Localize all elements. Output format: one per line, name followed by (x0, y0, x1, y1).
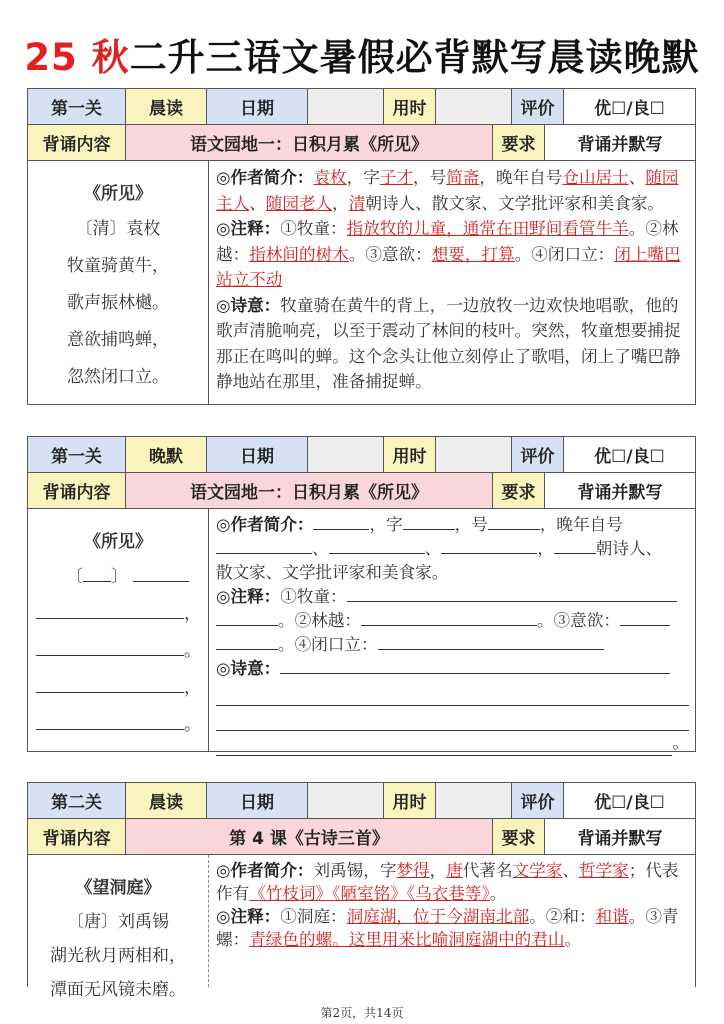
recite-label: 背诵内容 (28, 819, 126, 854)
time-field[interactable] (436, 89, 512, 124)
session-label: 晨读 (126, 783, 207, 818)
text: 、 (249, 193, 266, 213)
text: 朝诗人、散文家、文学批评家和美食家。 (365, 193, 665, 213)
level-label: 第一关 (28, 437, 126, 472)
poem-panel (28, 855, 209, 1000)
card-body (28, 161, 695, 404)
meaning-last-line (216, 731, 689, 756)
poem-line-blank (36, 707, 208, 744)
text: 。 (489, 884, 507, 903)
date-label: 日期 (207, 783, 308, 818)
text: 。②林越： (216, 219, 679, 264)
blank-line[interactable] (378, 633, 604, 650)
text: ，晚年自号 (539, 515, 623, 534)
blank-line[interactable] (216, 609, 278, 626)
text: ， (332, 193, 349, 213)
text: 。③意欲： (348, 244, 432, 264)
blank-line[interactable] (313, 513, 369, 530)
answer-text: 清 (348, 193, 366, 213)
recite-content: 语文园地一：日积月累《所见》 (126, 125, 493, 160)
title-prefix: 25 秋 (24, 36, 130, 79)
page-title (0, 30, 724, 86)
text: 。 (564, 930, 582, 949)
text: 。②和： (529, 907, 596, 926)
poem-line: 歌声振林樾。 (67, 293, 169, 313)
rating-options[interactable]: 优☐/良☐ (564, 783, 695, 818)
text: ， (429, 861, 447, 880)
answer-text: 洞庭湖，位于今湖南北部 (346, 907, 530, 926)
answer-text: 《陋室铭》 (332, 884, 407, 903)
author-label: ◎作者简介： (216, 861, 314, 880)
require-label: 要求 (493, 819, 545, 854)
poem-meaning (216, 657, 689, 681)
blank-line[interactable] (216, 731, 672, 756)
answer-text: 和谐 (595, 907, 629, 926)
poem-line-blank (36, 670, 208, 707)
recite-label: 背诵内容 (28, 125, 126, 160)
blank-line[interactable] (488, 513, 540, 530)
poem-author-blank (36, 559, 208, 596)
meaning-text: 牧童骑在黄牛的背上，一边放牧一边欢快地唱歌，他的歌声清脆响亮，以至于震动了林间的枝叶。突然，牧童想要捕捉那正在鸣叫的蝉。这个念头让他立刻停止了歌唱，闭上了嘴巴静静地站在那里，准备捕捉蝉。 (216, 295, 681, 391)
text: ；代表作有 (216, 861, 679, 903)
time-label: 用时 (384, 783, 436, 818)
annotations-line2 (216, 609, 689, 633)
text: 、 (628, 168, 646, 187)
blank-line[interactable] (280, 657, 670, 674)
poem-line: 潭面无风镜未磨。 (50, 980, 186, 1000)
text: ，号 (454, 515, 488, 534)
blank-line[interactable] (133, 565, 189, 582)
require-text: 背诵并默写 (545, 125, 695, 160)
author-intro (216, 513, 689, 537)
annotations (216, 216, 689, 293)
text: 。 (184, 715, 201, 735)
date-label: 日期 (207, 437, 308, 472)
time-field[interactable] (436, 783, 512, 818)
poem-title: 《所见》 (84, 532, 152, 552)
time-label: 用时 (384, 89, 436, 124)
text: 。②林越： (278, 611, 361, 630)
date-label: 日期 (207, 89, 308, 124)
notes-panel (209, 509, 695, 751)
text: 代著名 (462, 861, 513, 880)
answer-text: 《乌衣巷等》 (406, 884, 490, 903)
poem-author: 〔唐〕刘禹锡 (67, 912, 169, 932)
text: 〕 (111, 567, 128, 587)
card-2-evening-dictation (27, 436, 696, 752)
recite-row (28, 819, 695, 855)
poem-panel (28, 161, 209, 404)
text: 。 (672, 733, 689, 752)
poem-line: 湖光秋月两相和， (50, 946, 186, 966)
require-label: 要求 (493, 473, 545, 508)
annotations (216, 905, 689, 951)
text: ，号 (413, 168, 447, 187)
blank-line[interactable] (347, 585, 677, 602)
text: 刘禹锡，字 (313, 861, 397, 880)
poem-title: 《所见》 (84, 184, 152, 204)
notes-label: ◎注释： (216, 907, 281, 926)
time-field[interactable] (436, 437, 512, 472)
notes-label: ◎注释： (216, 587, 281, 606)
text: 〔 (66, 567, 83, 587)
text: ，字 (369, 515, 403, 534)
title-main: 二升三语文暑假必背默写晨读晚默 (129, 36, 700, 79)
text: ， (184, 678, 201, 698)
card-body (28, 855, 695, 1000)
date-field[interactable] (308, 89, 384, 124)
answer-text: 指林间的树木 (249, 244, 349, 264)
page-number: 第2页，共14页 (320, 1006, 404, 1020)
text: 。④闭口立： (514, 244, 615, 264)
text: 、 (312, 539, 329, 558)
text: 朝诗人、 (595, 539, 663, 558)
author-intro (216, 859, 689, 905)
annotations (216, 585, 689, 609)
poem-meaning (216, 293, 689, 395)
blank-line[interactable] (361, 609, 537, 626)
card-1-morning-reading (27, 88, 696, 405)
date-field[interactable] (308, 783, 384, 818)
text: ， (537, 539, 554, 558)
text: ①洞庭： (280, 907, 347, 926)
meaning-label: ◎诗意： (216, 295, 281, 315)
answer-text: 指放牧的儿童，通常在田野间看管牛羊 (346, 219, 629, 238)
poem-author: 〔清〕袁枚 (75, 219, 161, 239)
meaning-label: ◎诗意： (216, 659, 281, 678)
recite-content: 第 4 课《古诗三首》 (126, 819, 493, 854)
card-3-morning-reading (27, 782, 696, 1000)
text: 。 (184, 641, 201, 661)
rating-label: 评价 (512, 783, 564, 818)
blank-line[interactable] (36, 639, 184, 656)
rating-label: 评价 (512, 437, 564, 472)
text: 、 (562, 861, 579, 880)
blank-line[interactable] (36, 602, 184, 619)
blank-line[interactable] (329, 537, 425, 554)
require-text: 背诵并默写 (545, 473, 695, 508)
poem-line: 牧童骑黄牛， (67, 256, 169, 276)
poem-line-blank (36, 596, 208, 633)
blank-line[interactable] (36, 676, 184, 693)
recite-label: 背诵内容 (28, 473, 126, 508)
text: ①牧童： (280, 219, 347, 238)
require-label: 要求 (493, 125, 545, 160)
poem-title: 《望洞庭》 (75, 878, 161, 898)
text: 。④闭口立： (278, 635, 378, 654)
answer-text: 随园主人 (216, 168, 679, 213)
answer-text: 唐 (446, 861, 463, 880)
answer-text: 《竹枝词》 (249, 884, 333, 903)
author-label: ◎作者简介： (216, 515, 314, 534)
rating-options[interactable]: 优☐/良☐ (564, 89, 695, 124)
session-label: 晨读 (126, 89, 207, 124)
notes-panel (209, 855, 695, 987)
blank-line[interactable] (216, 633, 278, 650)
blank-line[interactable] (441, 537, 537, 554)
text: ①牧童： (280, 587, 347, 606)
author-intro (216, 165, 689, 216)
text: 。③青螺： (216, 907, 679, 949)
poem-panel (28, 509, 209, 751)
time-label: 用时 (384, 437, 436, 472)
answer-text: 袁枚 (313, 168, 347, 187)
level-label: 第二关 (28, 783, 126, 818)
poem-line: 意欲捕鸣蝉， (67, 330, 169, 350)
answer-text: 仓山居士 (562, 168, 629, 187)
rating-label: 评价 (512, 89, 564, 124)
text: ，字 (346, 168, 380, 187)
poem-line-blank (36, 633, 208, 670)
text: ，晚年自号 (479, 168, 563, 187)
notes-label: ◎注释： (216, 219, 281, 238)
recite-row (28, 473, 695, 509)
blank-line[interactable] (83, 565, 111, 582)
recite-content: 语文园地一：日积月累《所见》 (126, 473, 493, 508)
annotations-line3 (216, 633, 689, 657)
recite-row (28, 125, 695, 161)
session-label: 晚默 (126, 437, 207, 472)
answer-text: 想要，打算 (431, 244, 515, 264)
level-label: 第一关 (28, 89, 126, 124)
answer-text: 文学家 (512, 861, 563, 880)
text: 、 (424, 539, 442, 558)
poem-line: 忽然闭口立。 (67, 367, 169, 387)
blank-line[interactable] (620, 609, 670, 626)
text: ， (184, 604, 201, 624)
answer-text: 哲学家 (578, 861, 629, 880)
card-body (28, 509, 695, 751)
text: 。③意欲： (536, 611, 620, 630)
author-intro-line2 (216, 537, 689, 561)
answer-text: 青绿色的螺。这里用来比喻洞庭湖中的君山 (249, 930, 565, 949)
card-header-row (28, 783, 695, 819)
author-label: ◎作者简介： (216, 168, 314, 187)
blank-line[interactable] (216, 706, 689, 731)
notes-panel (209, 161, 695, 404)
rating-options[interactable]: 优☐/良☐ (564, 437, 695, 472)
blank-line[interactable] (216, 681, 689, 706)
answer-text: 闭上嘴巴站立不动 (216, 244, 681, 289)
require-text: 背诵并默写 (545, 819, 695, 854)
answer-text: 梦得 (396, 861, 430, 880)
blank-line[interactable] (403, 513, 455, 530)
card-header-row (28, 437, 695, 473)
blank-line[interactable] (554, 537, 596, 554)
author-intro-line3: 散文家、文学批评家和美食家。 (216, 563, 449, 582)
date-field[interactable] (308, 437, 384, 472)
blank-line[interactable] (36, 713, 184, 730)
card-header-row (28, 89, 695, 125)
blank-line[interactable] (216, 537, 312, 554)
answer-text: 简斋 (446, 168, 480, 187)
answer-text: 子才 (379, 168, 414, 187)
answer-text: 随园老人 (265, 193, 333, 213)
